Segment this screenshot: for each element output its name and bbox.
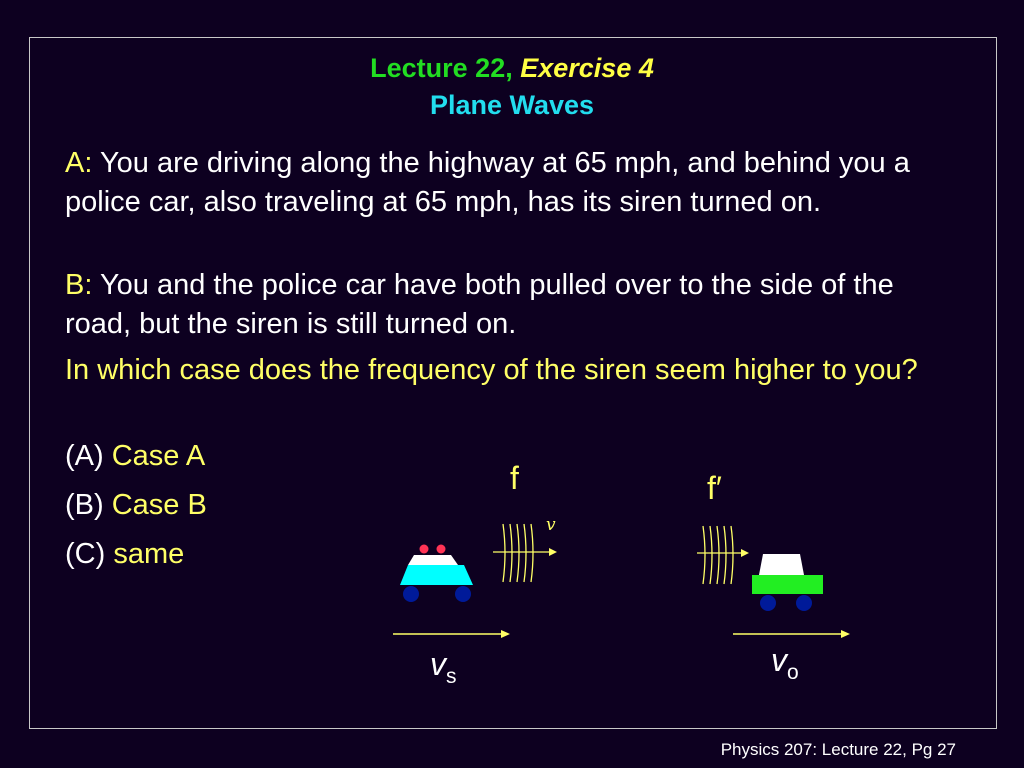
case-b-text: You and the police car have both pulled over to the side of the road, but the siren is still turned on. — [65, 269, 894, 340]
slide-subtitle: Plane Waves — [429, 90, 595, 120]
slide-footer: Physics 207: Lecture 22, Pg 27 — [720, 740, 956, 759]
observer-velocity-label — [771, 642, 799, 685]
case-a-label: A: — [65, 147, 93, 179]
observer-frequency-label: f′ — [707, 470, 722, 506]
source-wavefronts — [503, 524, 533, 582]
choice-c-text: same — [113, 538, 185, 570]
observer-velocity-subscript: o — [787, 661, 799, 684]
source-velocity-label — [430, 646, 457, 689]
case-b-label: B: — [65, 269, 93, 301]
question-text: In which case does the frequency of the siren seem higher to you? — [65, 354, 918, 386]
source-velocity-arrow — [393, 630, 510, 638]
source-velocity-subscript: s — [446, 665, 457, 688]
observer-wavefronts — [703, 526, 733, 584]
choice-b-label: (B) — [65, 489, 104, 521]
source-velocity-symbol: v — [430, 646, 446, 682]
source-frequency-label: f — [510, 460, 519, 496]
title-exercise: Exercise 4 — [520, 53, 654, 83]
observer-car-icon — [752, 554, 823, 611]
case-a-text: You are driving along the highway at 65 mph, and behind you a police car, also traveling at 65 mph, has its siren turned on. — [65, 147, 910, 218]
observer-velocity-arrow — [733, 630, 850, 638]
choice-a-text: Case A — [111, 440, 206, 472]
choice-c-label: (C) — [65, 538, 106, 570]
title-lecture: Lecture 22, — [370, 53, 513, 83]
choice-b-text: Case B — [111, 489, 207, 521]
observer-velocity-symbol: v — [771, 642, 787, 678]
wave-velocity-label: v — [546, 515, 556, 535]
police-car-icon — [400, 545, 473, 603]
choice-a-label: (A) — [65, 440, 104, 472]
wave-velocity-arrow — [493, 548, 557, 556]
